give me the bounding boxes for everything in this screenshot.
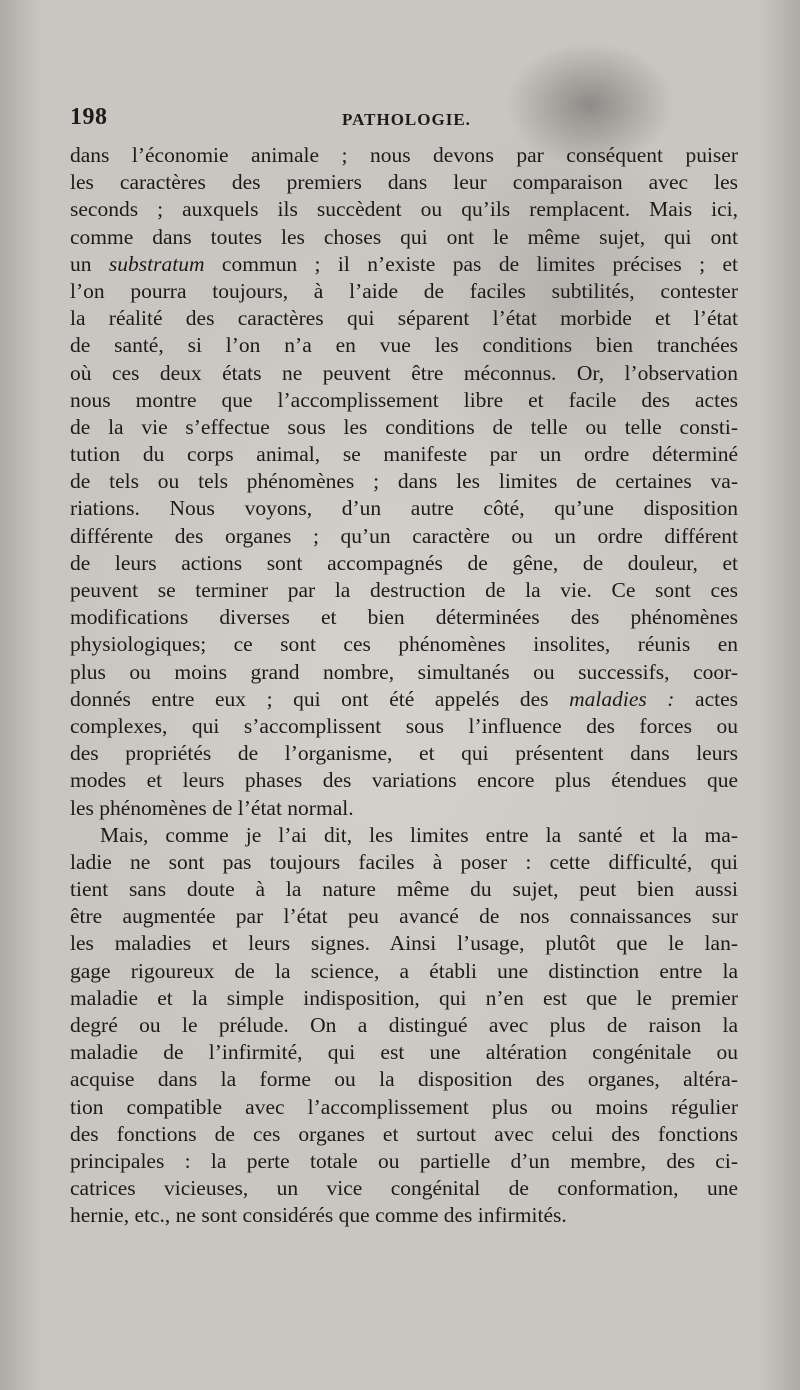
- text-line: gage rigoureux de la science, a établi une distinction entre la: [70, 958, 738, 983]
- text-line: l’on pourra toujours, à l’aide de faciles subtilités, contester: [70, 278, 738, 303]
- text-line: des propriétés de l’organisme, et qui présentent dans leurs: [70, 741, 738, 766]
- text-line: degré ou le prélude. On a distingué avec plus de raison la: [70, 1013, 738, 1037]
- text-line: tion compatible avec l’accomplissement plus ou moins régulier: [70, 1094, 738, 1119]
- text-line: acquise dans la forme ou la disposition des organes, altéra-: [70, 1067, 738, 1092]
- text-line: catrices vicieuses, un vice congénital de conformation, une: [70, 1176, 738, 1201]
- text-line: la réalité des caractères qui séparent l’état morbide et l’état: [70, 306, 738, 331]
- italic-term: maladies :: [569, 686, 675, 711]
- text-line: de santé, si l’on n’a en vue les conditions bien tranchées: [70, 333, 738, 358]
- text-line: maladie et la simple indisposition, qui n’en est que le premier: [70, 985, 738, 1010]
- text-segment: actes: [674, 686, 738, 711]
- running-head: [70, 104, 736, 134]
- text-line: être augmentée par l’état peu avancé de nos connaissances sur: [70, 904, 738, 929]
- text-line: les phénomènes de l’état normal.: [70, 795, 354, 820]
- text-segment: un: [70, 251, 109, 276]
- text-line: ladie ne sont pas toujours faciles à poser : cette difficulté, qui: [70, 849, 738, 874]
- text-line: tution du corps animal, se manifeste par un ordre déterminé: [70, 442, 738, 467]
- text-line: comme dans toutes les choses qui ont le même sujet, qui ont: [70, 224, 738, 249]
- text-line: modes et leurs phases des variations encore plus étendues que: [70, 768, 738, 793]
- text-line: peuvent se terminer par la destruction de la vie. Ce sont ces: [70, 578, 738, 602]
- text-line: complexes, qui s’accomplissent sous l’influence des forces ou: [70, 713, 738, 738]
- body-text: [70, 142, 738, 1230]
- italic-term: substratum: [108, 251, 205, 276]
- text-line: [70, 251, 738, 278]
- text-line: maladie de l’infirmité, qui est une altération congénitale ou: [70, 1040, 738, 1065]
- text-line: seconds ; auxquels ils succèdent ou qu’ils remplacent. Mais ici,: [70, 197, 738, 222]
- text-line: riations. Nous voyons, d’un autre côté, qu’une disposition: [70, 496, 738, 521]
- text-line: modifications diverses et bien déterminées des phénomènes: [70, 605, 738, 630]
- text-line: principales : la perte totale ou partielle d’un membre, des ci-: [70, 1148, 738, 1173]
- text-line: physiologiques; ce sont ces phénomènes insolites, réunis en: [70, 632, 738, 657]
- text-line: des fonctions de ces organes et surtout avec celui des fonctions: [70, 1121, 738, 1146]
- text-line: Mais, comme je l’ai dit, les limites entre la santé et la ma-: [100, 822, 738, 847]
- text-segment: commun ; il n’existe pas de limites précises ; et: [204, 251, 738, 276]
- text-line: tient sans doute à la nature même du sujet, peut bien aussi: [70, 877, 738, 902]
- text-segment: donnés entre eux ; qui ont été appelés des: [70, 686, 570, 711]
- text-line: différente des organes ; qu’un caractère ou un ordre différent: [70, 523, 738, 548]
- page-number: 198: [70, 104, 108, 130]
- text-line: où ces deux états ne peuvent être méconnus. Or, l’observation: [70, 360, 738, 385]
- text-line: de leurs actions sont accompagnés de gêne, de douleur, et: [70, 550, 738, 575]
- text-line: nous montre que l’accomplissement libre et facile des actes: [70, 387, 738, 412]
- text-line: [70, 686, 738, 713]
- text-line: plus ou moins grand nombre, simultanés ou successifs, coor-: [70, 659, 738, 684]
- text-line: les maladies et leurs signes. Ainsi l’usage, plutôt que le lan-: [70, 931, 738, 956]
- text-line: dans l’économie animale ; nous devons par conséquent puiser: [70, 143, 738, 167]
- text-line: de la vie s’effectue sous les conditions de telle ou telle consti-: [70, 414, 738, 439]
- text-line: les caractères des premiers dans leur comparaison avec les: [70, 170, 738, 195]
- running-title: PATHOLOGIE.: [342, 110, 471, 129]
- text-line: hernie, etc., ne sont considérés que comme des infirmités.: [70, 1203, 567, 1228]
- text-line: de tels ou tels phénomènes ; dans les limites de certaines va-: [70, 469, 738, 494]
